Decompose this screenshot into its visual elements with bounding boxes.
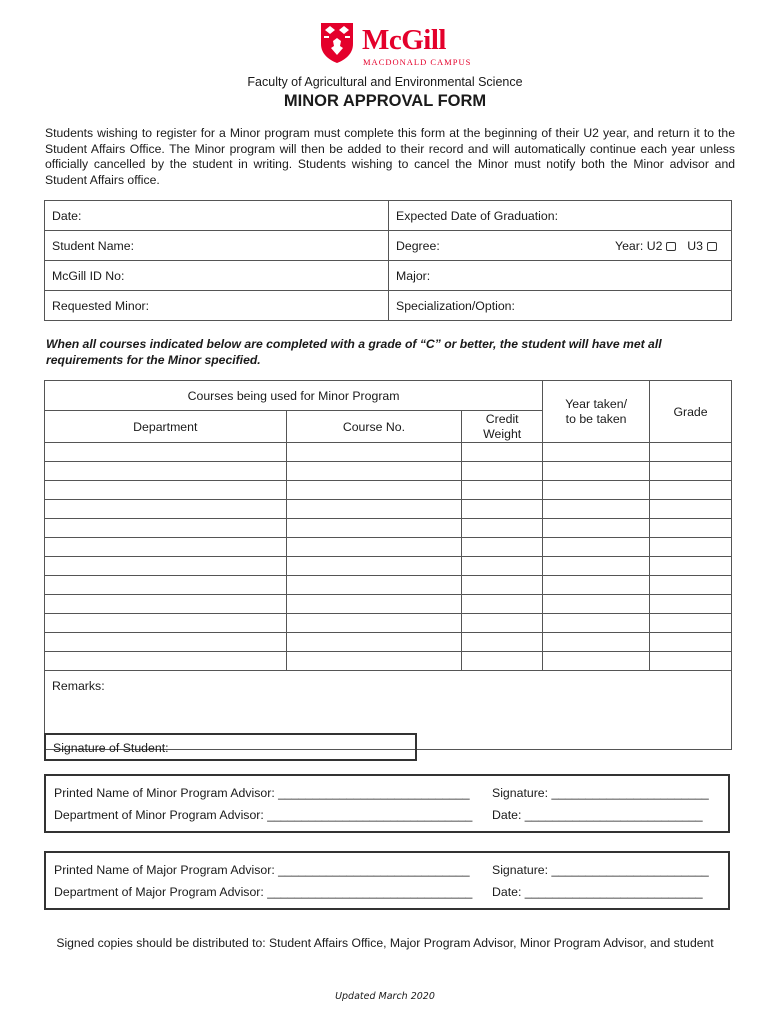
course-number-cell[interactable] — [286, 538, 462, 557]
course-department-cell[interactable] — [45, 652, 287, 671]
major-advisor-box — [44, 851, 730, 910]
minor-department-field[interactable]: Department of Minor Program Advisor: ______________________________ — [54, 808, 473, 822]
id-label: McGill ID No: — [52, 268, 125, 283]
course-no-header: Course No. — [286, 411, 462, 443]
course-row — [45, 595, 732, 614]
course-credit-cell[interactable] — [462, 481, 543, 500]
course-year-cell[interactable] — [543, 462, 650, 481]
requested-minor-label: Requested Minor: — [52, 298, 150, 313]
course-row — [45, 519, 732, 538]
course-year-cell[interactable] — [543, 557, 650, 576]
minor-date-field[interactable]: Date: __________________________ — [492, 808, 703, 822]
major-date-field[interactable]: Date: __________________________ — [492, 885, 703, 899]
course-department-cell[interactable] — [45, 633, 287, 652]
course-grade-cell[interactable] — [650, 462, 732, 481]
minor-advisor-box — [44, 774, 730, 833]
major-signature-field[interactable]: Signature: _______________________ — [492, 863, 709, 877]
course-row — [45, 576, 732, 595]
updated-date: Updated March 2020 — [335, 991, 435, 1002]
course-grade-cell[interactable] — [650, 500, 732, 519]
course-grade-cell[interactable] — [650, 443, 732, 462]
course-number-cell[interactable] — [286, 481, 462, 500]
major-printed-name-field[interactable]: Printed Name of Major Program Advisor: ____________________________ — [54, 863, 470, 877]
u2-checkbox[interactable] — [666, 242, 676, 251]
grade-header: Grade — [650, 381, 732, 443]
specialization-label: Specialization/Option: — [396, 298, 515, 313]
department-header: Department — [45, 411, 287, 443]
course-credit-cell[interactable] — [462, 652, 543, 671]
course-year-cell[interactable] — [543, 576, 650, 595]
major-department-field[interactable]: Department of Major Program Advisor: ______________________________ — [54, 885, 473, 899]
course-year-cell[interactable] — [543, 481, 650, 500]
course-row — [45, 557, 732, 576]
course-credit-cell[interactable] — [462, 500, 543, 519]
course-credit-cell[interactable] — [462, 595, 543, 614]
course-credit-cell[interactable] — [462, 614, 543, 633]
degree-label: Degree: — [396, 238, 440, 253]
graduation-label: Expected Date of Graduation: — [396, 208, 559, 223]
course-grade-cell[interactable] — [650, 557, 732, 576]
course-row — [45, 614, 732, 633]
u3-label: U3 — [687, 238, 703, 253]
degree-field[interactable] — [389, 231, 732, 261]
major-field[interactable] — [389, 261, 732, 291]
course-grade-cell[interactable] — [650, 519, 732, 538]
course-grade-cell[interactable] — [650, 481, 732, 500]
logo-campus: MACDONALD CAMPUS — [363, 57, 472, 67]
course-credit-cell[interactable] — [462, 443, 543, 462]
course-number-cell[interactable] — [286, 443, 462, 462]
course-number-cell[interactable] — [286, 614, 462, 633]
course-department-cell[interactable] — [45, 462, 287, 481]
course-year-cell[interactable] — [543, 443, 650, 462]
course-year-cell[interactable] — [543, 652, 650, 671]
course-grade-cell[interactable] — [650, 633, 732, 652]
course-row — [45, 481, 732, 500]
student-name-field[interactable] — [45, 231, 389, 261]
distribution-note: Signed copies should be distributed to: Student Affairs Office, Major Program Advisor, Minor Program Advisor, and student — [56, 936, 714, 950]
id-field[interactable] — [45, 261, 389, 291]
course-number-cell[interactable] — [286, 519, 462, 538]
course-number-cell[interactable] — [286, 595, 462, 614]
mcgill-logo — [320, 22, 470, 68]
course-number-cell[interactable] — [286, 652, 462, 671]
course-department-cell[interactable] — [45, 576, 287, 595]
course-row — [45, 633, 732, 652]
course-row — [45, 443, 732, 462]
course-grade-cell[interactable] — [650, 595, 732, 614]
course-number-cell[interactable] — [286, 500, 462, 519]
course-row — [45, 500, 732, 519]
logo-brand: McGill — [362, 24, 446, 56]
course-number-cell[interactable] — [286, 633, 462, 652]
course-grade-cell[interactable] — [650, 576, 732, 595]
remarks-label: Remarks: — [52, 679, 105, 693]
form-title: MINOR APPROVAL FORM — [283, 92, 487, 110]
course-year-cell[interactable] — [543, 500, 650, 519]
minor-signature-field[interactable]: Signature: _______________________ — [492, 786, 709, 800]
major-label: Major: — [396, 268, 431, 283]
year-taken-header: Year taken/ to be taken — [543, 381, 650, 443]
course-department-cell[interactable] — [45, 519, 287, 538]
date-label: Date: — [52, 208, 82, 223]
course-department-cell[interactable] — [45, 538, 287, 557]
course-grade-cell[interactable] — [650, 652, 732, 671]
student-info-table — [44, 200, 732, 321]
course-department-cell[interactable] — [45, 443, 287, 462]
year-label: Year: U2 — [615, 238, 663, 253]
course-number-cell[interactable] — [286, 557, 462, 576]
course-number-cell[interactable] — [286, 576, 462, 595]
course-row — [45, 652, 732, 671]
student-signature-box[interactable] — [44, 733, 417, 761]
student-name-label: Student Name: — [52, 238, 135, 253]
credit-weight-header: Credit Weight — [462, 411, 543, 443]
course-credit-cell[interactable] — [462, 576, 543, 595]
course-credit-cell[interactable] — [462, 538, 543, 557]
course-grade-cell[interactable] — [650, 614, 732, 633]
minor-printed-name-field[interactable]: Printed Name of Minor Program Advisor: ____________________________ — [54, 786, 470, 800]
course-department-cell[interactable] — [45, 557, 287, 576]
requested-minor-field[interactable] — [45, 291, 389, 321]
course-credit-cell[interactable] — [462, 557, 543, 576]
requirements-note: When all courses indicated below are completed with a grade of “C” or better, the student will have met all requirements for the Minor specified. — [46, 337, 662, 367]
course-credit-cell[interactable] — [462, 633, 543, 652]
intro-paragraph: Students wishing to register for a Minor program must complete this form at the beginning of their U2 year, and return it to the Student Affairs Office. The Minor program will then be added to their record and will automatically continue each year unless officially cancelled by the student in writing. Students wishing to cancel the Minor must notify both the Minor advisor and Student Affairs office. — [45, 126, 735, 187]
u3-checkbox[interactable] — [707, 242, 717, 251]
specialization-field[interactable] — [389, 291, 732, 321]
graduation-field[interactable] — [389, 201, 732, 231]
faculty-name: Faculty of Agricultural and Environmental Science — [247, 75, 523, 89]
course-grade-cell[interactable] — [650, 538, 732, 557]
course-year-cell[interactable] — [543, 614, 650, 633]
year-selector — [615, 239, 731, 253]
course-row — [45, 538, 732, 557]
student-signature-label: Signature of Student: — [53, 741, 169, 755]
course-department-cell[interactable] — [45, 481, 287, 500]
course-department-cell[interactable] — [45, 500, 287, 519]
course-year-cell[interactable] — [543, 519, 650, 538]
course-year-cell[interactable] — [543, 595, 650, 614]
courses-table — [44, 380, 732, 750]
course-department-cell[interactable] — [45, 614, 287, 633]
course-credit-cell[interactable] — [462, 519, 543, 538]
course-row — [45, 462, 732, 481]
course-credit-cell[interactable] — [462, 462, 543, 481]
courses-group-header: Courses being used for Minor Program — [45, 381, 543, 411]
course-number-cell[interactable] — [286, 462, 462, 481]
course-department-cell[interactable] — [45, 595, 287, 614]
mcgill-shield-icon — [320, 22, 354, 64]
course-year-cell[interactable] — [543, 538, 650, 557]
date-field[interactable] — [45, 201, 389, 231]
course-year-cell[interactable] — [543, 633, 650, 652]
